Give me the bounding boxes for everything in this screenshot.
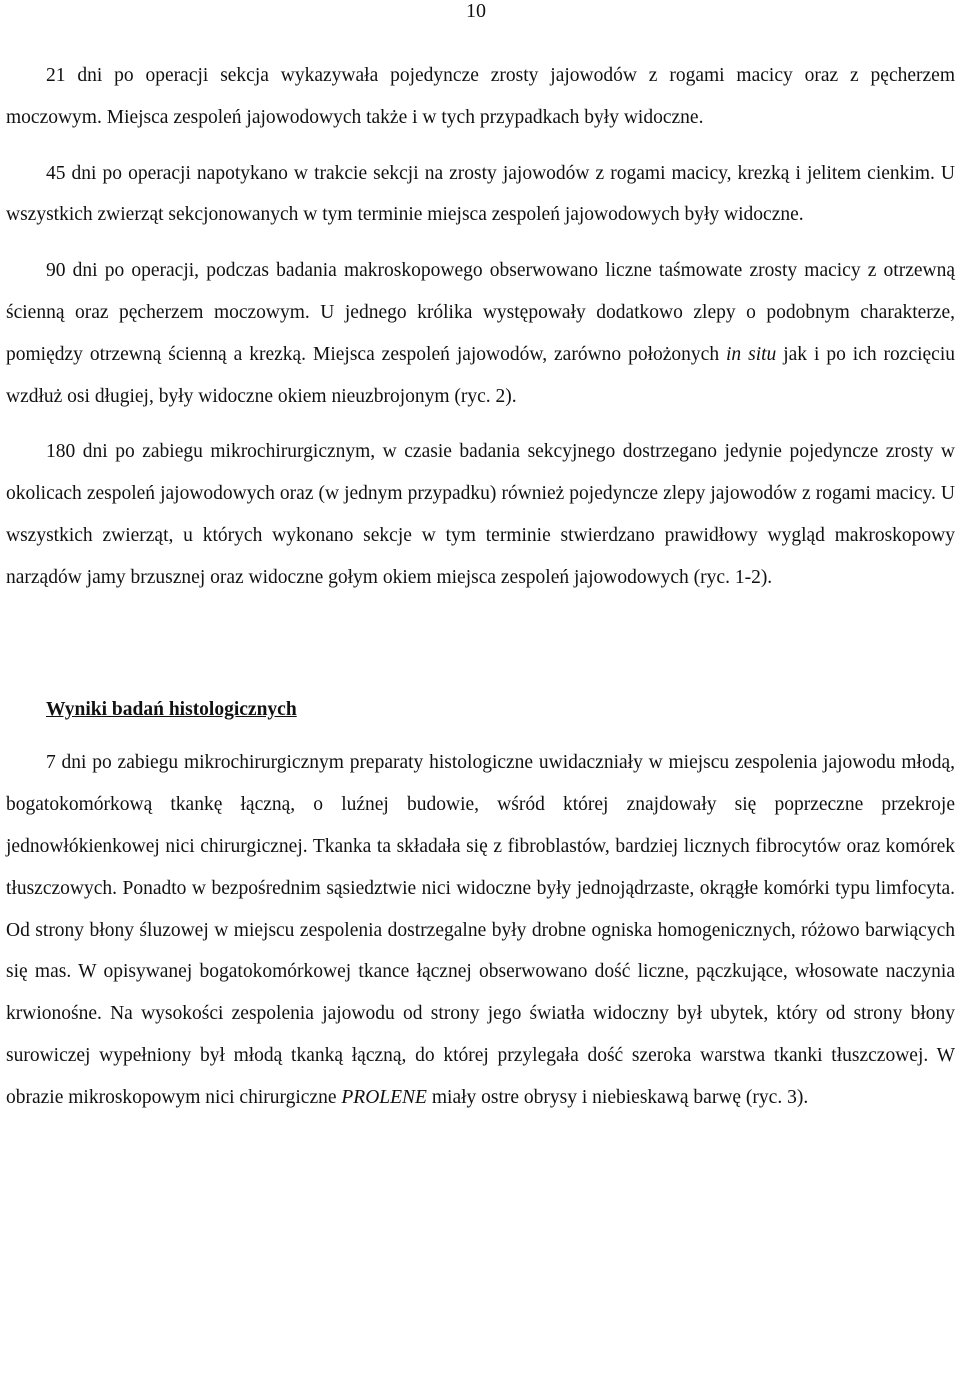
- page-number: 10: [466, 0, 486, 22]
- paragraph-180-days: 180 dni po zabiegu mikrochirurgicznym, w czasie badania sekcyjnego dostrzegano jedynie pojedyncze zrosty w okolicach zespoleń jajowodowych oraz (w jednym przypadku) również pojedyncze zlepy jajowodów z rogami macicy. U wszystkich zwierząt, u których wykonano sekcje w tym terminie stwierdzano prawidłowy wygląd makroskopowy narządów jamy brzusznej oraz widoczne gołym okiem miejsca zespoleń jajowodowych (ryc. 1-2).: [6, 441, 955, 588]
- italic-term-in-situ: in situ: [726, 343, 777, 365]
- paragraph-90-days-text-end: jak i po ich rozcięciu wzdłuż osi długiej, były widoczne okiem nieuzbrojonym (ryc. 2).: [6, 343, 955, 407]
- section-heading: Wyniki badań histologicznych: [46, 698, 297, 720]
- histology-text-end: miały ostre obrysy i niebieskawą barwę (ryc. 3).: [426, 1086, 809, 1108]
- paragraph-90-days-text: 90 dni po operacji, podczas badania makroskopowego obserwowano liczne taśmowate zrosty macicy z otrzewną ścienną oraz pęcherzem moczowym. U jednego królika występowały dodatkowo zlepy o podobnym charakterze, pomiędzy otrzewną ścienną a krezką. Miejsca zespoleń jajowodów, zarówno położonych: [6, 260, 955, 365]
- paragraph-21-days: 21 dni po operacji sekcja wykazywała pojedyncze zrosty jajowodów z rogami macicy oraz z pęcherzem moczowym. Miejsca zespoleń jajowodowych także i w tych przypadkach były widoczne.: [6, 65, 955, 128]
- histology-text: 7 dni po zabiegu mikrochirurgicznym preparaty histologiczne uwidaczniały w miejscu zespolenia jajowodu młodą, bogatokomórkową tkankę łączną, o luźnej budowie, wśród której znajdowały się poprzeczne przekroje jednowłókienkowej nici chirurgicznej. Tkanka ta składała się z fibroblastów, bardziej licznych fibrocytów oraz komórek tłuszczowych. Ponadto w bezpośrednim sąsiedztwie nici widoczne były jednojądrzaste, okrągłe komórki typu limfocyta. Od strony błony śluzowej w miejscu zespolenia dostrzegalne były drobne ogniska homogenicznych, różowo barwiących się mas. W opisywanej bogatokomórkowej tkance łącznej obserwowano dość liczne, pączkujące, włosowate naczynia krwionośne. Na wysokości zespolenia jajowodu od strony jego światła widoczny był ubytek, który od strony błony surowiczej wypełniony był młodą tkanką łączną, do której przylegała dość szeroka warstwa tkanki tłuszczowej. W obrazie mikroskopowym nici chirurgiczne: [6, 752, 955, 1108]
- paragraph-45-days: 45 dni po operacji napotykano w trakcie sekcji na zrosty jajowodów z rogami macicy, krezką i jelitem cienkim. U wszystkich zwierząt sekcjonowanych w tym terminie miejsca zespoleń jajowodowych były widoczne.: [6, 162, 955, 226]
- italic-term-prolene: PROLENE: [341, 1086, 427, 1108]
- document-body: [6, 55, 955, 1119]
- paragraph-histology-7-days: [6, 742, 955, 1118]
- paragraph-90-days: [6, 250, 955, 417]
